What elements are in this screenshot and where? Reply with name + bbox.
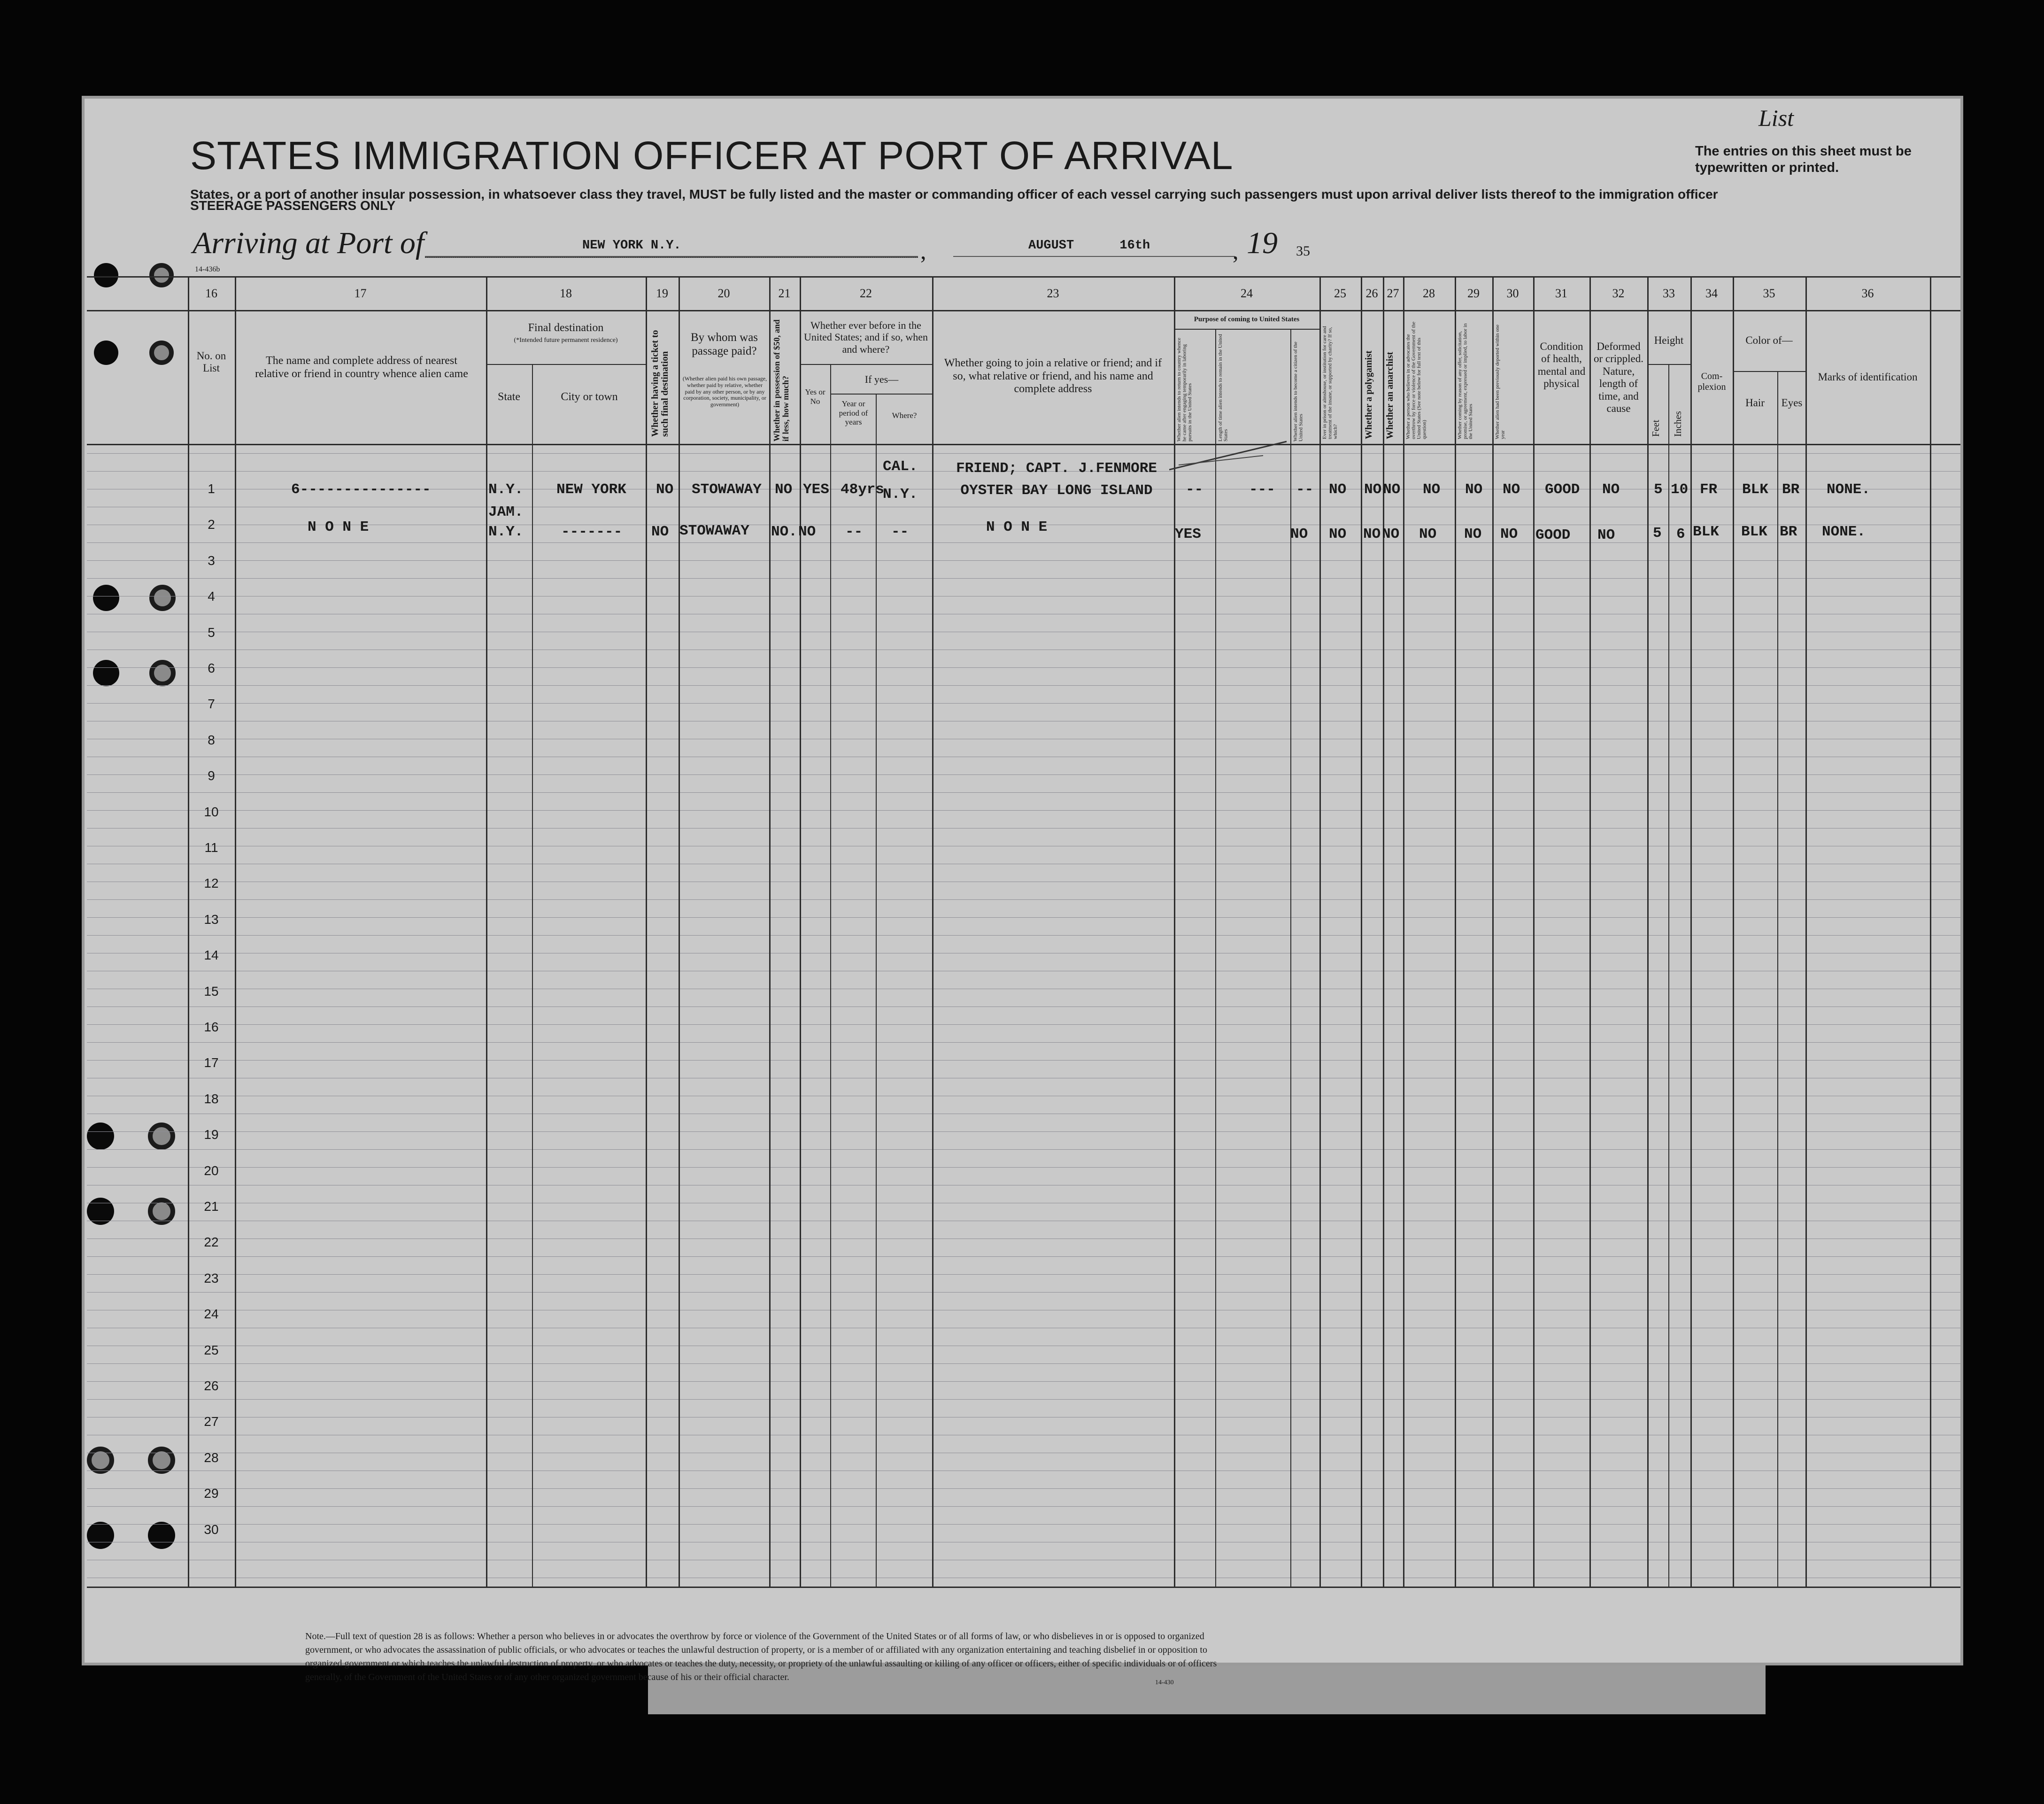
- row2-polygamist: NO: [1363, 526, 1381, 542]
- punch-hole: [149, 585, 176, 611]
- header-hair: Hair: [1745, 397, 1765, 409]
- row2-relative: N O N E: [308, 519, 369, 535]
- header-passage-paid: By whom was passage paid?: [690, 331, 758, 357]
- row-number: 18: [204, 1091, 219, 1106]
- footer-form-code: 14-430: [1155, 1679, 1174, 1686]
- row2-health: GOOD: [1535, 527, 1571, 543]
- column-line: [679, 276, 680, 1587]
- row2-ticket: NO: [651, 524, 669, 540]
- row2-prison: NO: [1329, 526, 1347, 542]
- ruled-line: [87, 1363, 1960, 1364]
- row1-health: GOOD: [1545, 481, 1580, 498]
- row1-overthrow: NO: [1423, 481, 1441, 498]
- header-purpose-b: Length of time alien intends to remain in the United States: [1218, 334, 1229, 441]
- header-deported: Whether alien had been previously deported within one year: [1495, 324, 1506, 439]
- row2-yes-no: NO: [798, 524, 816, 540]
- ruled-line: [87, 667, 1960, 668]
- row-number: 28: [204, 1450, 219, 1465]
- column-line: [1533, 276, 1535, 1587]
- header-yes-or-no: Yes or No: [805, 387, 825, 406]
- column-number-rule: [87, 310, 1960, 311]
- port-value: NEW YORK N.Y.: [582, 239, 681, 253]
- header-color-of: Color of—: [1745, 334, 1793, 346]
- list-label: List: [1759, 105, 1794, 131]
- row2-marks: NONE.: [1822, 524, 1866, 540]
- row2-where: --: [891, 524, 909, 540]
- row-number: 8: [208, 732, 215, 747]
- header-subrule: [1174, 329, 1319, 330]
- column-line: [1733, 276, 1734, 1587]
- instruction-line: States, or a port of another insular possession, in whatsoever class they travel, MUST be fully listed and the master or commanding officer of each vessel carrying such passengers must upon arrival deliver lists thereof to the immigration officer: [190, 187, 1718, 201]
- header-purpose: Purpose of coming to United States: [1194, 316, 1300, 323]
- form-code-top: 14-436b: [195, 265, 220, 273]
- ruled-line: [87, 1042, 1960, 1043]
- column-number: 22: [860, 286, 872, 300]
- row1-purpose-b: ---: [1249, 481, 1275, 498]
- row2-feet: 5: [1653, 525, 1662, 542]
- ruled-line: [87, 1131, 1960, 1132]
- column-number: 24: [1241, 286, 1253, 300]
- row-number: 15: [204, 983, 219, 999]
- header-deformed: Deformed or crippled. Nature, length of time, and cause: [1593, 341, 1643, 415]
- header-height: Height: [1654, 334, 1684, 346]
- header-anarchist: Whether an anarchist: [1385, 352, 1395, 439]
- ruled-line: [87, 1256, 1960, 1257]
- header-subrule: [486, 364, 646, 365]
- row-number: 6: [208, 661, 215, 675]
- table-top-rule: [87, 276, 1960, 278]
- row2-anarchist: NO: [1382, 526, 1400, 542]
- column-line: [1690, 276, 1692, 1587]
- row2-purpose-a: YES: [1175, 526, 1201, 542]
- row1-marks: NONE.: [1827, 481, 1871, 498]
- row-number: 24: [204, 1307, 219, 1322]
- ruled-line: [87, 703, 1960, 704]
- row1-ticket: NO: [656, 481, 674, 498]
- column-number: 19: [656, 286, 668, 300]
- row-number: 14: [204, 948, 219, 963]
- ruled-line: [87, 1488, 1960, 1489]
- row2-hair: BLK: [1741, 524, 1767, 540]
- row1-where: CAL. N.Y.: [883, 458, 918, 503]
- row-number: 26: [204, 1378, 219, 1393]
- row-number: 11: [204, 840, 218, 855]
- comma: ,: [1233, 238, 1239, 264]
- punch-hole: [149, 660, 176, 686]
- row1-complexion: FR: [1700, 481, 1718, 498]
- punch-hole: [148, 1522, 175, 1549]
- column-number: 33: [1663, 286, 1675, 300]
- row1-yes-no: YES: [803, 481, 829, 498]
- column-number: 16: [205, 286, 217, 300]
- column-number: 30: [1506, 286, 1519, 300]
- row-number: 29: [204, 1486, 219, 1501]
- row1-offer: NO: [1465, 481, 1483, 498]
- ruled-line: [87, 560, 1960, 561]
- column-line: [235, 276, 236, 1587]
- row1-years: 48yrs: [841, 481, 885, 498]
- punch-hole: [94, 263, 118, 287]
- ruled-line: [87, 774, 1960, 775]
- ruled-line: [87, 1506, 1960, 1507]
- row2-purpose-c: NO: [1290, 526, 1308, 542]
- ruled-line: [87, 899, 1960, 900]
- row1-polygamist: NO: [1364, 481, 1382, 498]
- header-offer: Whether coming by reason of any offer, solicitation, promise, or agreement, expressed or implied, to labor in the United States: [1457, 323, 1474, 439]
- year-suffix: 35: [1296, 243, 1310, 259]
- ruled-line: [87, 1149, 1960, 1150]
- row1-paid: STOWAWAY: [692, 481, 762, 498]
- row2-inches: 6: [1676, 526, 1685, 542]
- row-number: 4: [208, 589, 215, 604]
- header-health: Condition of health, mental and physical: [1537, 341, 1586, 390]
- row2-overthrow: NO: [1419, 526, 1437, 542]
- header-bottom-rule: [87, 444, 1960, 445]
- row1-fifty: NO: [775, 481, 793, 498]
- column-number: 21: [778, 286, 791, 300]
- header-ticket: Whether having a ticket to such final destination: [650, 330, 670, 437]
- column-line: [932, 276, 933, 1587]
- row1-city: NEW YORK: [556, 481, 626, 498]
- header-nearest-relative: The name and complete address of nearest relative or friend in country whence alien came: [255, 355, 468, 380]
- row1-anarchist: NO: [1383, 481, 1401, 498]
- column-line: [1290, 329, 1291, 1587]
- steerage-label: STEERAGE PASSENGERS ONLY: [190, 198, 396, 213]
- punch-hole: [87, 1522, 114, 1549]
- punch-hole: [87, 1447, 114, 1474]
- punch-hole: [149, 341, 174, 365]
- table-bottom-rule: [87, 1587, 1960, 1588]
- ruled-line: [87, 1292, 1960, 1293]
- header-state: State: [498, 391, 520, 403]
- header-join-relative: Whether going to join a relative or friend; and if so, what relative or friend, and his name and complete address: [944, 357, 1162, 395]
- ruled-line: [87, 1524, 1960, 1525]
- header-prison: Ever in prison or almshouse, or institution for care and treatment of the insane, or supported by charity? If so, which?: [1322, 326, 1339, 439]
- column-number: 26: [1365, 286, 1378, 300]
- column-line: [830, 364, 831, 1587]
- ruled-line: [87, 1399, 1960, 1400]
- row-number: 5: [208, 625, 215, 640]
- ruled-line: [87, 453, 1960, 454]
- date-value: AUGUST 16th: [1028, 239, 1150, 253]
- column-number: 28: [1423, 286, 1435, 300]
- row-number: 9: [208, 768, 215, 783]
- punch-hole: [149, 263, 174, 287]
- row-number: 16: [204, 1020, 219, 1034]
- header-marks: Marks of identification: [1818, 371, 1918, 383]
- row-number: 12: [204, 876, 219, 891]
- column-line: [1361, 276, 1362, 1587]
- punch-hole: [93, 660, 119, 686]
- row-number: 30: [204, 1522, 219, 1537]
- column-line: [1930, 276, 1931, 1587]
- port-underline: [425, 256, 918, 258]
- ruled-line: [87, 1274, 1960, 1275]
- row-number: 19: [204, 1127, 219, 1142]
- row1-prison: NO: [1329, 481, 1347, 498]
- row-number: 25: [204, 1342, 219, 1357]
- ruled-line: [87, 578, 1960, 579]
- row1-purpose-a: --: [1186, 481, 1203, 498]
- row-number: 21: [204, 1199, 219, 1214]
- row1-state: N.Y.: [488, 481, 524, 498]
- column-line: [532, 364, 533, 1587]
- column-number: 31: [1555, 286, 1567, 300]
- header-purpose-a: Whether alien intends to return to country whence he came after engaging temporarily in laboring pursuits in the United States: [1176, 338, 1193, 441]
- header-where: Where?: [892, 411, 917, 420]
- header-if-yes: If yes—: [864, 373, 899, 385]
- row1-inches: 10: [1671, 481, 1689, 498]
- punch-hole: [87, 1123, 114, 1150]
- column-line: [646, 276, 647, 1587]
- row-number: 20: [204, 1163, 219, 1178]
- header-purpose-c: Whether alien intends to become a citizen of the United States: [1293, 341, 1304, 441]
- row-number: 2: [208, 517, 215, 532]
- row2-offer: NO: [1464, 526, 1482, 542]
- column-line: [769, 276, 771, 1587]
- ruled-line: [87, 1381, 1960, 1382]
- ruled-line: [87, 935, 1960, 936]
- row1-deformed: NO: [1602, 481, 1620, 498]
- row2-join: N O N E: [986, 519, 1048, 535]
- row-number: 17: [204, 1055, 219, 1070]
- header-complexion: Com-plexion: [1697, 371, 1726, 392]
- punch-hole: [93, 585, 119, 611]
- punch-hole: [94, 341, 118, 365]
- column-line: [1647, 276, 1649, 1587]
- typewritten-note: The entries on this sheet must be typewritten or printed.: [1695, 144, 1912, 175]
- footer-note: Note.—Full text of question 28 is as follows: Whether a person who believes in or advocates the overthrow by force or violence of the Government of the United States or of all forms of law, or who disbelieves in or is opposed to organized government, or who advocates the assassination of public officials, or who advocates or teaches the unlawful destruction of property, or is a member of or affiliated with any organization entertaining and teaching disbelief in or opposition to organized government or which teaches the unlawful destruction of property, or who advocates or teaches the duty, necessity, or propriety of the unlawful assaulting or killing of any officer or officers, either of specific individuals or of officers generally, of the Government of the United States or of any other organized government because of his or their official character.: [305, 1631, 1217, 1682]
- row1-purpose-c: --: [1296, 481, 1314, 498]
- column-number: 25: [1334, 286, 1346, 300]
- row2-deformed: NO: [1597, 527, 1615, 543]
- header-eyes: Eyes: [1781, 397, 1803, 409]
- column-line: [1589, 276, 1591, 1587]
- column-number: 23: [1047, 286, 1059, 300]
- row1-relative: 6---------------: [291, 481, 431, 498]
- row1-join: FRIEND; CAPT. J.FENMORE OYSTER BAY LONG ISLAND: [956, 460, 1157, 499]
- column-line: [1403, 276, 1404, 1587]
- year-prefix: 19: [1247, 226, 1278, 260]
- header-city: City or town: [561, 391, 618, 403]
- header-year-period: Year or period of years: [839, 399, 868, 427]
- column-line: [1383, 276, 1384, 1587]
- row1-eyes: BR: [1782, 481, 1800, 498]
- ruled-line: [87, 917, 1960, 918]
- column-number: 35: [1763, 286, 1775, 300]
- row2-complexion: BLK: [1693, 524, 1719, 540]
- column-line: [1492, 276, 1494, 1587]
- comma: ,: [920, 238, 926, 264]
- row2-state: JAM. N.Y.: [488, 504, 524, 540]
- column-line: [1319, 276, 1321, 1587]
- header-final-destination-sub: (*Intended future permanent residence): [514, 337, 618, 344]
- header-ever-before: Whether ever before in the United States; and if so, when and where?: [804, 319, 928, 355]
- column-line: [1777, 371, 1778, 1587]
- row2-eyes: BR: [1780, 524, 1797, 540]
- ruled-line: [87, 542, 1960, 543]
- column-number: 27: [1387, 286, 1399, 300]
- header-passage-paid-sub: (Whether alien paid his own passage, whether paid by relative, whether paid by any other person, or by any corporation, society, municipality, or government): [682, 375, 767, 408]
- row-number: 3: [208, 553, 215, 568]
- header-subrule: [800, 364, 932, 365]
- ruled-line: [87, 792, 1960, 793]
- row2-paid: STOWAWAY: [679, 523, 749, 539]
- column-line: [800, 276, 801, 1587]
- row2-deported: NO: [1500, 526, 1518, 542]
- row-number: 22: [204, 1235, 219, 1250]
- row1-hair: BLK: [1742, 481, 1768, 498]
- row-number: 13: [204, 912, 219, 927]
- column-line: [486, 276, 487, 1587]
- column-line: [1805, 276, 1807, 1587]
- header-no-on-list: No. on List: [196, 350, 226, 374]
- row-number: 27: [204, 1414, 219, 1429]
- row2-city: -------: [561, 524, 623, 540]
- header-final-destination: Final destination: [528, 322, 604, 334]
- column-line: [188, 276, 189, 1587]
- column-number: 17: [354, 286, 367, 300]
- column-number: 34: [1705, 286, 1718, 300]
- column-line: [1455, 276, 1456, 1587]
- row2-fifty: NO.: [771, 524, 797, 540]
- row-number: 1: [208, 481, 215, 496]
- column-number: 29: [1467, 286, 1480, 300]
- row1-deported: NO: [1503, 481, 1520, 498]
- manifest-sheet: [85, 99, 1960, 1663]
- header-overthrow: Whether a person who believes in or advocates the overthrow by force or violence of the Government of the United States (See note below for full text of this question): [1405, 321, 1427, 439]
- column-line: [1215, 329, 1216, 1587]
- header-subrule: [1647, 364, 1690, 365]
- header-inches: Inches: [1672, 411, 1683, 437]
- arriving-label: Arriving at Port of: [193, 226, 424, 260]
- column-number: 20: [717, 286, 730, 300]
- row-number: 7: [208, 697, 215, 712]
- ruled-line: [87, 1060, 1960, 1061]
- ruled-line: [87, 810, 1960, 811]
- date-underline: [953, 256, 1235, 257]
- ruled-line: [87, 1024, 1960, 1025]
- header-subrule: [830, 394, 932, 395]
- header-subrule: [1733, 371, 1805, 372]
- pencil-strike: [1169, 437, 1291, 474]
- column-line: [1668, 364, 1669, 1587]
- ruled-line: [87, 1167, 1960, 1168]
- row-number: 10: [204, 804, 219, 819]
- header-polygamist: Whether a polygamist: [1364, 350, 1374, 439]
- ruled-line: [87, 685, 1960, 686]
- row1-feet: 5: [1654, 481, 1663, 498]
- punch-hole: [148, 1447, 175, 1474]
- header-possession-50: Whether in possession of $50, and if less, how much?: [772, 319, 790, 441]
- row2-years: --: [845, 524, 863, 540]
- column-number: 18: [560, 286, 572, 300]
- page-title: STATES IMMIGRATION OFFICER AT PORT OF ARRIVAL: [190, 133, 1234, 178]
- row-number: 23: [204, 1270, 219, 1285]
- header-feet: Feet: [1650, 419, 1661, 437]
- column-line: [876, 394, 877, 1587]
- column-number: 32: [1612, 286, 1625, 300]
- column-number: 36: [1861, 286, 1874, 300]
- punch-hole: [148, 1123, 175, 1150]
